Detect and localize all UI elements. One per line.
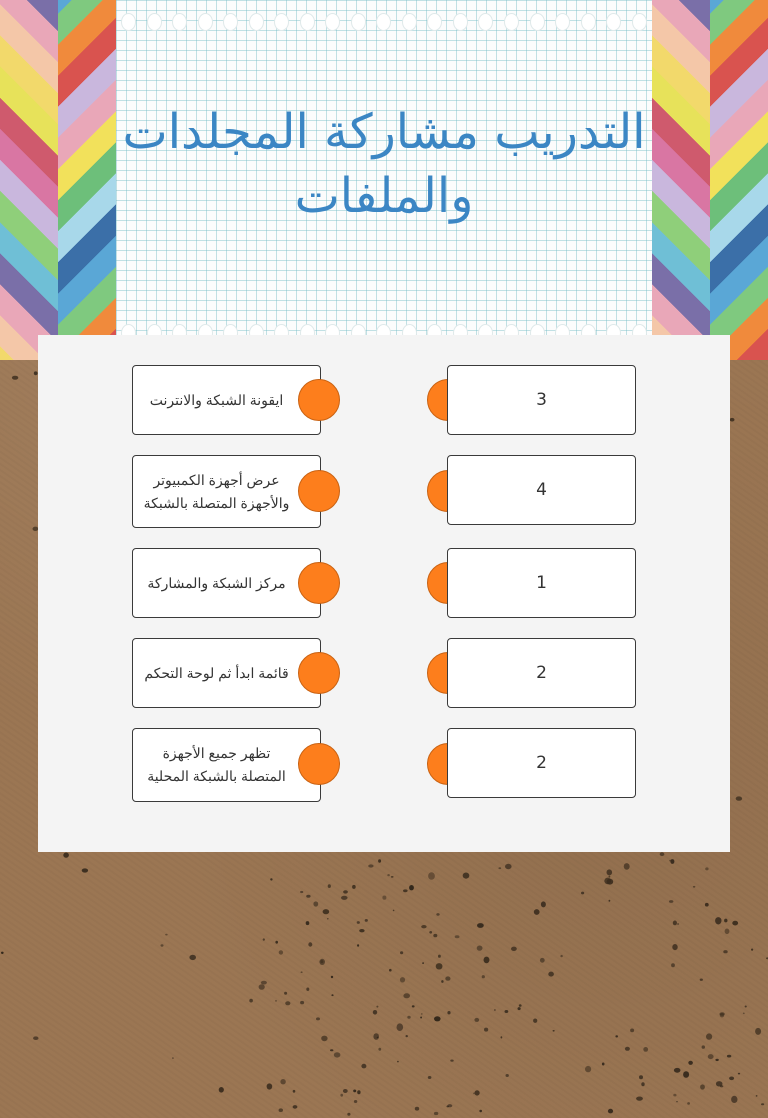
cardboard-speck bbox=[473, 1093, 475, 1095]
cardboard-speck bbox=[249, 999, 253, 1003]
notebook-hole bbox=[453, 13, 468, 31]
cardboard-speck bbox=[280, 1079, 285, 1084]
cardboard-speck bbox=[705, 903, 709, 907]
notebook-hole bbox=[147, 13, 162, 31]
cardboard-speck bbox=[300, 891, 303, 893]
cardboard-speck bbox=[12, 376, 18, 380]
cardboard-speck bbox=[674, 1068, 681, 1073]
right-card-label: 4 bbox=[536, 480, 547, 500]
cardboard-speck bbox=[505, 1010, 509, 1013]
cardboard-speck bbox=[373, 1033, 379, 1040]
cardboard-speck bbox=[316, 1017, 320, 1020]
cardboard-speck bbox=[725, 929, 730, 935]
cardboard-speck bbox=[501, 1036, 503, 1038]
cardboard-speck bbox=[560, 955, 562, 957]
notebook-hole bbox=[223, 13, 238, 31]
notebook-hole bbox=[530, 13, 545, 31]
cardboard-speck bbox=[445, 976, 450, 980]
cardboard-speck bbox=[731, 1096, 737, 1103]
left-chevron-stripes bbox=[0, 0, 116, 360]
cardboard-speck bbox=[477, 923, 484, 928]
cardboard-speck bbox=[33, 1036, 38, 1040]
cardboard-speck bbox=[477, 946, 483, 951]
cardboard-speck bbox=[519, 1004, 522, 1007]
cardboard-speck bbox=[327, 918, 329, 919]
cardboard-speck bbox=[313, 901, 318, 906]
cardboard-speck bbox=[300, 1001, 304, 1004]
cardboard-speck bbox=[406, 1035, 408, 1037]
cardboard-speck bbox=[308, 942, 312, 946]
cardboard-speck bbox=[343, 890, 348, 893]
cardboard-speck bbox=[376, 1006, 378, 1008]
cardboard-speck bbox=[165, 934, 168, 936]
cardboard-speck bbox=[494, 1009, 496, 1010]
right-match-card[interactable] bbox=[447, 455, 636, 525]
cardboard-speck bbox=[285, 1001, 290, 1005]
cardboard-speck bbox=[715, 1059, 718, 1061]
right-match-card[interactable] bbox=[447, 548, 636, 618]
cardboard-speck bbox=[511, 947, 517, 951]
cardboard-speck bbox=[319, 959, 325, 965]
cardboard-speck bbox=[716, 1081, 723, 1086]
right-card-label: 2 bbox=[536, 753, 547, 773]
notebook-hole bbox=[478, 13, 493, 31]
cardboard-speck bbox=[393, 910, 395, 912]
notebook-hole bbox=[300, 13, 315, 31]
cardboard-speck bbox=[660, 852, 665, 856]
cardboard-speck bbox=[400, 977, 405, 982]
cardboard-speck bbox=[357, 921, 360, 924]
cardboard-speck bbox=[270, 878, 272, 880]
cardboard-speck bbox=[420, 1017, 422, 1019]
right-match-card[interactable] bbox=[447, 638, 636, 708]
cardboard-speck bbox=[553, 1030, 555, 1032]
cardboard-speck bbox=[301, 972, 303, 973]
notebook-hole bbox=[198, 13, 213, 31]
cardboard-speck bbox=[340, 1094, 343, 1097]
cardboard-speck bbox=[373, 1010, 377, 1015]
cardboard-speck bbox=[700, 979, 703, 981]
cardboard-speck bbox=[671, 963, 675, 967]
cardboard-speck bbox=[293, 1105, 298, 1109]
cardboard-speck bbox=[389, 969, 392, 972]
cardboard-speck bbox=[438, 955, 441, 958]
cardboard-speck bbox=[434, 1112, 438, 1115]
cardboard-speck bbox=[422, 962, 424, 964]
cardboard-speck bbox=[434, 1016, 441, 1021]
left-connector-dot[interactable] bbox=[298, 470, 340, 512]
cardboard-speck bbox=[387, 874, 390, 876]
cardboard-speck bbox=[609, 900, 611, 902]
cardboard-speck bbox=[436, 963, 443, 969]
cardboard-speck bbox=[732, 921, 738, 926]
cardboard-speck bbox=[719, 1012, 724, 1016]
cardboard-speck bbox=[751, 949, 753, 951]
notebook-hole bbox=[427, 13, 442, 31]
cardboard-speck bbox=[403, 889, 408, 892]
notebook-hole bbox=[376, 13, 391, 31]
cardboard-speck bbox=[63, 853, 69, 858]
cardboard-speck bbox=[736, 796, 742, 800]
cardboard-speck bbox=[412, 1005, 415, 1007]
header-banner bbox=[0, 0, 768, 360]
cardboard-speck bbox=[347, 1113, 350, 1116]
cardboard-speck bbox=[641, 1082, 644, 1086]
cardboard-speck bbox=[518, 1007, 521, 1010]
cardboard-speck bbox=[382, 896, 386, 900]
cardboard-speck bbox=[705, 867, 708, 870]
cardboard-speck bbox=[441, 980, 443, 983]
cardboard-speck bbox=[756, 1095, 758, 1097]
cardboard-speck bbox=[702, 1045, 705, 1048]
cardboard-speck bbox=[723, 950, 727, 953]
cardboard-speck bbox=[275, 941, 278, 944]
cardboard-speck bbox=[474, 1018, 479, 1022]
cardboard-speck bbox=[409, 885, 414, 890]
cardboard-speck bbox=[683, 1071, 689, 1078]
cardboard-speck bbox=[378, 859, 381, 862]
cardboard-speck bbox=[687, 1102, 690, 1105]
right-chevron-stripes bbox=[652, 0, 768, 360]
cardboard-speck bbox=[484, 1028, 488, 1032]
left-match-card[interactable] bbox=[132, 365, 321, 435]
cardboard-speck bbox=[672, 944, 677, 950]
cardboard-speck bbox=[463, 873, 470, 879]
cardboard-speck bbox=[624, 863, 630, 870]
cardboard-speck bbox=[421, 925, 426, 928]
notebook-hole bbox=[581, 13, 596, 31]
cardboard-speck bbox=[479, 1110, 482, 1112]
left-card-label: مركز الشبكة والمشاركة bbox=[147, 574, 286, 591]
cardboard-speck bbox=[484, 957, 490, 964]
cardboard-speck bbox=[643, 1047, 648, 1052]
notebook-hole bbox=[402, 13, 417, 31]
cardboard-speck bbox=[378, 1048, 381, 1051]
cardboard-speck bbox=[361, 1064, 366, 1069]
cardboard-speck bbox=[428, 1076, 432, 1079]
left-card-label: عرض أجهزة الكمبيوتر والأجهزة المتصلة بالشبكة bbox=[143, 471, 290, 511]
cardboard-speck bbox=[352, 885, 356, 889]
cardboard-speck bbox=[429, 931, 432, 934]
cardboard-speck bbox=[161, 944, 164, 946]
cardboard-speck bbox=[400, 951, 403, 954]
cardboard-speck bbox=[450, 1060, 453, 1062]
cardboard-speck bbox=[475, 1090, 480, 1095]
cardboard-speck bbox=[608, 1109, 613, 1114]
cardboard-speck bbox=[1, 952, 4, 954]
cardboard-speck bbox=[673, 1094, 676, 1097]
cardboard-speck bbox=[82, 868, 88, 872]
cardboard-speck bbox=[706, 1033, 712, 1039]
cardboard-speck bbox=[293, 1090, 296, 1093]
cardboard-speck bbox=[533, 1019, 537, 1023]
notebook-hole bbox=[325, 13, 340, 31]
cardboard-speck bbox=[334, 1052, 341, 1057]
left-connector-dot[interactable] bbox=[298, 652, 340, 694]
cardboard-speck bbox=[263, 938, 265, 940]
left-match-card[interactable] bbox=[132, 728, 321, 802]
cardboard-speck bbox=[279, 950, 283, 954]
notebook-hole bbox=[632, 13, 647, 31]
cardboard-speck bbox=[407, 1016, 410, 1019]
cardboard-speck bbox=[676, 1101, 678, 1102]
left-connector-dot[interactable] bbox=[298, 379, 340, 421]
cardboard-speck bbox=[738, 1073, 740, 1075]
cardboard-speck bbox=[391, 876, 394, 878]
page-title: التدريب مشاركة المجلدات والملفات bbox=[122, 104, 646, 224]
cardboard-speck bbox=[585, 1066, 591, 1072]
cardboard-speck bbox=[755, 1028, 761, 1035]
cardboard-speck bbox=[446, 1106, 449, 1108]
cardboard-speck bbox=[306, 921, 310, 925]
left-connector-dot[interactable] bbox=[298, 562, 340, 604]
cardboard-speck bbox=[669, 900, 673, 903]
cardboard-speck bbox=[743, 1013, 745, 1015]
cardboard-speck bbox=[708, 1054, 714, 1059]
cardboard-speck bbox=[505, 864, 512, 869]
cardboard-speck bbox=[279, 1108, 283, 1112]
cardboard-speck bbox=[368, 864, 373, 867]
cardboard-speck bbox=[415, 1107, 419, 1111]
left-card-label: ايقونة الشبكة والانترنت bbox=[149, 391, 284, 408]
cardboard-speck bbox=[321, 1036, 327, 1042]
right-match-card[interactable] bbox=[447, 728, 636, 798]
cardboard-speck bbox=[359, 929, 364, 932]
cardboard-speck bbox=[609, 876, 611, 878]
cardboard-speck bbox=[688, 1061, 693, 1065]
cardboard-speck bbox=[433, 934, 437, 937]
cardboard-speck bbox=[715, 917, 721, 924]
cardboard-speck bbox=[172, 1057, 174, 1058]
cardboard-speck bbox=[673, 921, 677, 926]
cardboard-speck bbox=[482, 975, 485, 978]
left-card-label: قائمة ابدأ ثم لوحة التحكم bbox=[144, 664, 289, 681]
cardboard-speck bbox=[498, 867, 501, 869]
cardboard-speck bbox=[636, 1097, 643, 1101]
cardboard-speck bbox=[730, 418, 735, 422]
cardboard-speck bbox=[365, 919, 368, 922]
left-connector-dot[interactable] bbox=[298, 743, 340, 785]
right-card-label: 3 bbox=[536, 390, 547, 410]
left-match-card[interactable] bbox=[132, 548, 321, 618]
cardboard-speck bbox=[729, 1077, 734, 1081]
left-match-card[interactable] bbox=[132, 638, 321, 708]
cardboard-speck bbox=[328, 884, 331, 888]
cardboard-speck bbox=[670, 859, 674, 864]
cardboard-speck bbox=[724, 919, 727, 923]
matching-panel bbox=[38, 335, 730, 852]
cardboard-speck bbox=[357, 1090, 360, 1094]
notebook-hole bbox=[606, 13, 621, 31]
cardboard-speck bbox=[700, 1084, 705, 1089]
cardboard-speck bbox=[284, 992, 287, 995]
cardboard-speck bbox=[261, 981, 267, 985]
notebook-hole bbox=[172, 13, 187, 31]
notebook-hole bbox=[121, 13, 136, 31]
cardboard-speck bbox=[761, 1103, 764, 1105]
notebook-hole bbox=[351, 13, 366, 31]
cardboard-speck bbox=[534, 909, 540, 915]
notebook-holes-top bbox=[116, 11, 652, 33]
cardboard-speck bbox=[259, 984, 265, 990]
cardboard-speck bbox=[607, 869, 613, 875]
cardboard-speck bbox=[306, 895, 310, 898]
cardboard-speck bbox=[357, 944, 359, 946]
notebook-hole bbox=[274, 13, 289, 31]
cardboard-speck bbox=[306, 988, 309, 991]
cardboard-speck bbox=[331, 976, 333, 978]
cardboard-speck bbox=[428, 872, 435, 879]
cardboard-speck bbox=[267, 1083, 273, 1089]
cardboard-speck bbox=[403, 993, 410, 998]
cardboard-speck bbox=[436, 913, 439, 916]
cardboard-speck bbox=[323, 909, 330, 914]
cardboard-speck bbox=[677, 923, 679, 924]
cardboard-speck bbox=[693, 886, 696, 888]
cardboard-speck bbox=[581, 892, 584, 895]
cardboard-speck bbox=[615, 1035, 618, 1037]
cardboard-speck bbox=[602, 1063, 605, 1066]
left-match-card[interactable] bbox=[132, 455, 321, 528]
cardboard-speck bbox=[341, 896, 348, 900]
cardboard-speck bbox=[506, 1074, 509, 1077]
cardboard-speck bbox=[189, 955, 196, 960]
cardboard-speck bbox=[219, 1087, 224, 1093]
right-card-label: 2 bbox=[536, 663, 547, 683]
cardboard-speck bbox=[397, 1023, 404, 1031]
notebook-hole bbox=[504, 13, 519, 31]
notebook-hole bbox=[555, 13, 570, 31]
cardboard-speck bbox=[455, 935, 460, 938]
cardboard-speck bbox=[727, 1055, 731, 1058]
cardboard-speck bbox=[540, 958, 545, 963]
cardboard-speck bbox=[421, 1013, 423, 1015]
cardboard-speck bbox=[331, 994, 333, 996]
cardboard-speck bbox=[639, 1075, 643, 1079]
cardboard-speck bbox=[630, 1029, 634, 1033]
left-card-label: تظهر جميع الأجهزة المتصلة بالشبكة المحلية bbox=[147, 745, 286, 784]
cardboard-speck bbox=[343, 1089, 348, 1093]
cardboard-speck bbox=[397, 1061, 399, 1063]
cardboard-speck bbox=[447, 1011, 450, 1014]
right-match-card[interactable] bbox=[447, 365, 636, 435]
cardboard-speck bbox=[745, 1006, 747, 1008]
cardboard-speck bbox=[541, 901, 546, 907]
cardboard-speck bbox=[275, 1000, 277, 1001]
cardboard-speck bbox=[548, 972, 554, 977]
cardboard-speck bbox=[607, 879, 614, 885]
cardboard-speck bbox=[353, 1090, 356, 1093]
cardboard-speck bbox=[625, 1047, 630, 1051]
notebook-hole bbox=[249, 13, 264, 31]
right-card-label: 1 bbox=[536, 573, 547, 593]
cardboard-speck bbox=[354, 1100, 357, 1103]
cardboard-speck bbox=[330, 1049, 333, 1051]
